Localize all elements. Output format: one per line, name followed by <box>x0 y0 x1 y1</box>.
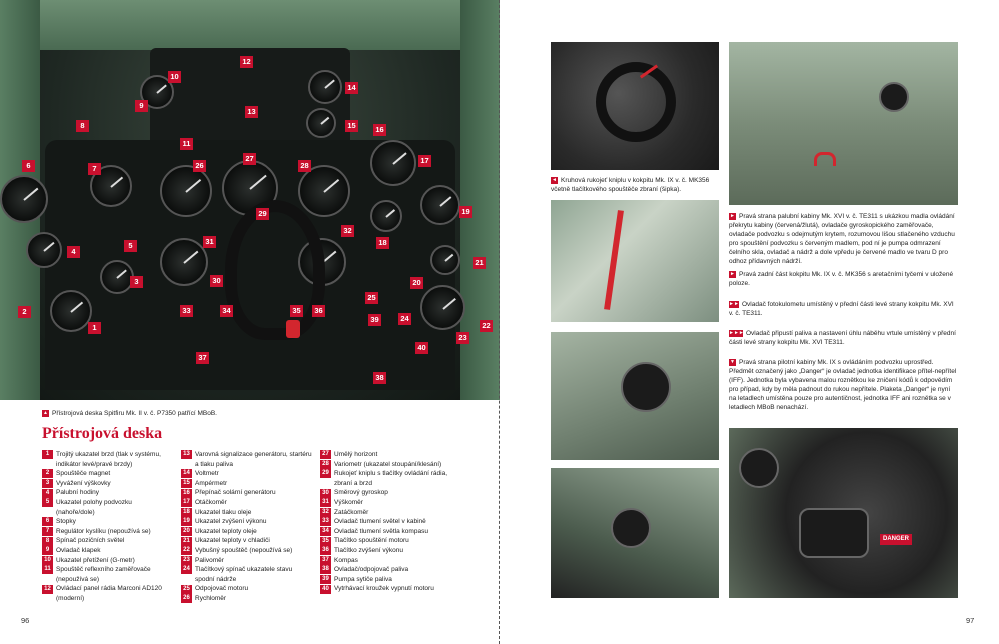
control-unit <box>621 362 671 412</box>
throttle-knob <box>611 508 651 548</box>
legend-text: Spouštěč reflexního zaměřovače (nepoužívá se) <box>56 566 151 583</box>
legend-number: 23 <box>181 556 192 565</box>
legend-item <box>320 508 460 518</box>
legend-number: 39 <box>320 575 331 584</box>
legend-item <box>320 469 460 488</box>
legend-item <box>181 517 313 527</box>
throttle-caption: ►►► Ovladač připustí paliva a nastavení úhlu náběhu vrtule umístěný v přední části levé strany kokpitu Mk. XVI TE311. <box>729 329 956 346</box>
caption-marker: ▼ <box>730 358 735 365</box>
gauge <box>0 175 48 223</box>
legend-text: Ampérmetr <box>195 479 228 487</box>
legend-text: Výškoměr <box>334 498 363 506</box>
legend-item <box>42 469 172 479</box>
legend-number: 3 <box>42 479 53 488</box>
legend-text: Regulátor kyslíku (nepoužívá se) <box>56 527 151 535</box>
legend-item <box>42 517 172 527</box>
main-photo-caption: ▲ Přístrojová deska Spitfiru Mk. II v. č. P7350 patřící MBoB. <box>43 409 217 417</box>
legend-number: 8 <box>42 537 53 546</box>
legend-column-1 <box>42 450 172 604</box>
marker-32: 32 <box>341 225 354 237</box>
marker-40: 40 <box>415 342 428 354</box>
camera-gun-control-photo <box>551 332 719 460</box>
legend-item <box>320 460 460 470</box>
marker-17: 17 <box>418 155 431 167</box>
red-knob <box>286 320 300 338</box>
throttle-quadrant-photo <box>551 468 719 598</box>
spade-grip-ring <box>596 62 676 142</box>
caption-marker: ► <box>730 212 735 219</box>
legend-number: 20 <box>181 527 192 536</box>
marker-14: 14 <box>345 82 358 94</box>
marker-15: 15 <box>345 120 358 132</box>
marker-8: 8 <box>76 120 89 132</box>
gauge <box>308 70 342 104</box>
legend-item <box>320 584 460 594</box>
legend-item <box>42 498 172 517</box>
marker-7: 7 <box>88 163 101 175</box>
legend-number: 4 <box>42 489 53 498</box>
legend-number: 31 <box>320 498 331 507</box>
marker-2: 2 <box>18 306 31 318</box>
spade-grip-caption: ◄ Kruhová rukojeť kniplu v kokpitu Mk. IX v. č. MK356 včetně tlačítkového spouštěče zbraní (šipka). <box>551 176 710 193</box>
legend-text: Ukazatel zvýšení výkonu <box>195 518 267 526</box>
legend-number: 15 <box>181 479 192 488</box>
marker-37: 37 <box>196 352 209 364</box>
legend-item <box>181 508 313 518</box>
page-gutter <box>499 0 500 644</box>
legend-number: 29 <box>320 469 331 478</box>
cockpit-instrument-panel-photo <box>0 0 500 400</box>
page-number-right: 97 <box>966 616 975 625</box>
legend-number: 26 <box>181 594 192 603</box>
legend-number: 5 <box>42 498 53 507</box>
marker-29: 29 <box>256 208 269 220</box>
legend-number: 6 <box>42 517 53 526</box>
marker-21: 21 <box>473 257 486 269</box>
iff-unit-photo <box>729 428 958 598</box>
legend-item <box>181 565 313 584</box>
legend-text: Ukazatel teploty oleje <box>195 527 257 535</box>
legend-item <box>181 594 313 604</box>
legend-text: Spínač pozičních světel <box>56 537 125 545</box>
legend-text: Otáčkoměr <box>195 498 227 506</box>
marker-19: 19 <box>459 206 472 218</box>
marker-28: 28 <box>298 160 311 172</box>
legend-text: Umělý horizont <box>334 451 378 458</box>
gauge <box>298 165 350 217</box>
legend-text: Palivoměr <box>195 556 224 564</box>
legend-column-3 <box>320 450 460 594</box>
legend-text: Vytrhávací kroužek vypnutí motoru <box>334 585 434 593</box>
caption-marker: ►►► <box>729 329 744 336</box>
legend-text: Ovladač tlumení světla kompasu <box>334 527 428 535</box>
legend-text: Ovladač klapek <box>56 546 101 554</box>
legend-number: 13 <box>181 450 192 459</box>
iff-box <box>799 508 869 558</box>
legend-item <box>320 517 460 527</box>
marker-30: 30 <box>210 275 223 287</box>
legend-text: Ukazatel teploty v chladiči <box>195 537 270 545</box>
legend-item <box>181 479 313 489</box>
legend-text: Ukazatel tlaku oleje <box>195 508 252 516</box>
rear-caption: ► Pravá zadní část kokpitu Mk. IX v. č. MK356 s aretačními tyčemi v uložené poloze. <box>729 270 954 287</box>
legend-item <box>42 479 172 489</box>
gauge <box>160 165 212 217</box>
legend-number: 1 <box>42 450 53 459</box>
legend-number: 33 <box>320 517 331 526</box>
gauge <box>420 185 460 225</box>
caption-marker: ◄ <box>552 176 557 183</box>
legend-number: 30 <box>320 489 331 498</box>
legend-text: Přepínač solární generátoru <box>195 489 276 497</box>
marker-31: 31 <box>203 236 216 248</box>
legend-number: 38 <box>320 565 331 574</box>
legend-text: Tlačítko spouštění motoru <box>334 537 409 545</box>
gauge <box>370 140 416 186</box>
right-cockpit-wall-photo <box>729 42 958 205</box>
legend-column-2 <box>181 450 313 604</box>
marker-25: 25 <box>365 292 378 304</box>
legend-number: 34 <box>320 527 331 536</box>
legend-text: Pumpa sytiče paliva <box>334 575 392 583</box>
marker-27: 27 <box>243 153 256 165</box>
marker-12: 12 <box>240 56 253 68</box>
legend-item <box>181 546 313 556</box>
marker-9: 9 <box>135 100 148 112</box>
red-strut <box>604 210 624 310</box>
gauge <box>160 238 208 286</box>
marker-38: 38 <box>373 372 386 384</box>
legend-text: Voltmetr <box>195 470 219 478</box>
marker-11: 11 <box>180 138 193 150</box>
legend-item <box>320 450 460 460</box>
legend-item <box>320 536 460 546</box>
camera-caption: ►► Ovladač fotokulometu umístěný v přední části levé strany kokpitu Mk. XVI v. č. TE311. <box>729 300 954 317</box>
gauge <box>739 448 779 488</box>
marker-13: 13 <box>245 106 258 118</box>
marker-20: 20 <box>410 277 423 289</box>
legend-item <box>42 536 172 546</box>
legend-item <box>42 450 172 469</box>
gauge <box>430 245 460 275</box>
legend-item <box>320 498 460 508</box>
marker-35: 35 <box>290 305 303 317</box>
legend-item <box>320 546 460 556</box>
gauge <box>306 108 336 138</box>
legend-text: Palubní hodiny <box>56 489 100 497</box>
legend-item <box>181 536 313 546</box>
legend-item <box>320 556 460 566</box>
marker-4: 4 <box>67 246 80 258</box>
legend-text: Vybušný spouštěč (nepoužívá se) <box>195 546 293 554</box>
marker-36: 36 <box>312 305 325 317</box>
legend-item <box>181 498 313 508</box>
legend-number: 9 <box>42 546 53 555</box>
marker-34: 34 <box>220 305 233 317</box>
legend-item <box>42 556 172 566</box>
danger-plate: DANGER <box>880 534 912 545</box>
d-handle <box>814 152 836 166</box>
legend-text: Ukazatel přetížení (G-metr) <box>56 556 135 564</box>
legend-item <box>42 546 172 556</box>
legend-item <box>181 488 313 498</box>
legend-item <box>181 527 313 537</box>
legend-item <box>42 584 172 603</box>
gauge <box>370 200 402 232</box>
canopy-frame <box>0 0 500 50</box>
legend-text: Vyvážení výškovky <box>56 479 111 487</box>
iff-caption: ▼ Pravá strana pilotní kabiny Mk. IX s ovládáním podvozku uprostřed. Předmět označený jako „Danger“ je ovladač jednotka identifikace přítel-nepřítel (IFF). Jednotka byla vybavena malou roznětkou ke zničení kódů k odpovědím pro případ, kdy by měla padnout do rukou nepřítele. Plaketa „Danger“ je nyní na letadlech umístěna pouze pro autentičnost, jednotka IFF ani roznětka se v letadlech MBoB nenachází. <box>729 358 957 411</box>
legend-item <box>320 488 460 498</box>
legend-number: 16 <box>181 489 192 498</box>
marker-16: 16 <box>373 124 386 136</box>
legend-number: 17 <box>181 498 192 507</box>
gauge <box>100 260 134 294</box>
legend-number: 2 <box>42 469 53 478</box>
legend-item <box>42 527 172 537</box>
section-heading: Přístrojová deska <box>42 425 163 442</box>
marker-33: 33 <box>180 305 193 317</box>
legend-item <box>42 565 172 584</box>
legend-text: Rychloměr <box>195 594 227 602</box>
legend-number: 11 <box>42 565 53 574</box>
gauge <box>26 232 62 268</box>
legend-item <box>181 450 313 469</box>
rear-cockpit-photo <box>551 200 719 322</box>
legend-item <box>320 565 460 575</box>
legend-text: Varovná signalizace generátoru, startéru a tlaku paliva <box>195 451 312 468</box>
legend-text: Ovladač tlumení světel v kabině <box>334 518 426 526</box>
legend-number: 36 <box>320 546 331 555</box>
legend-number: 32 <box>320 508 331 517</box>
legend-text: Kompas <box>334 556 358 564</box>
marker-3: 3 <box>130 276 143 288</box>
legend-number: 22 <box>181 546 192 555</box>
legend-text: Ukazatel polohy podvozku (nahoře/dole) <box>56 498 132 516</box>
marker-5: 5 <box>124 240 137 252</box>
marker-22: 22 <box>480 320 493 332</box>
marker-23: 23 <box>456 332 469 344</box>
spade-grip-photo <box>551 42 719 170</box>
marker-26: 26 <box>193 160 206 172</box>
caption-marker: ► <box>730 270 735 277</box>
legend-text: Ovládací panel rádia Marconi AD120 (moderní) <box>56 585 162 602</box>
legend-item <box>42 488 172 498</box>
marker-24: 24 <box>398 313 411 325</box>
legend-number: 40 <box>320 585 331 594</box>
legend-number: 21 <box>181 537 192 546</box>
caption-marker: ▲ <box>43 409 48 416</box>
gauge <box>50 290 92 332</box>
legend-number: 10 <box>42 556 53 565</box>
legend-text: Směrový gyroskop <box>334 489 388 497</box>
legend-number: 12 <box>42 585 53 594</box>
gauge <box>420 285 465 330</box>
legend-text: Rukojeť kniplu s tlačítky ovládání rádia, zbraní a brzd <box>334 470 447 487</box>
legend-text: Variometr (ukazatel stoupání/klesání) <box>334 460 442 468</box>
control-column-spade-grip <box>225 200 325 340</box>
legend-number: 35 <box>320 537 331 546</box>
marker-39: 39 <box>368 314 381 326</box>
legend-number: 27 <box>320 450 331 459</box>
legend-text: Tlačítko zvýšení výkonu <box>334 546 403 554</box>
legend-text: Stopky <box>56 518 76 526</box>
caption-marker: ►► <box>729 300 739 307</box>
legend-text: Spouštěče magnet <box>56 470 111 478</box>
legend-number: 18 <box>181 508 192 517</box>
legend-item <box>181 556 313 566</box>
marker-1: 1 <box>88 322 101 334</box>
control-knob <box>879 82 909 112</box>
legend-number: 37 <box>320 556 331 565</box>
right-wall-caption: ► Pravá strana palubní kabiny Mk. XVI v. č. TE311 s ukázkou madla ovládání překrytu kabiny (červená/žlutá), ovladače gyroskopického zaměřovače, ovladače podvozku s odejmutým krytem, rozumovou lišou stlačeného vzduchu pro spouštění podvozku s červeným madlem, pod ní je pumpa odmrazení čelního skla, ovladač a nádrž a dole vpředu je červené madlo ve tvaru D pro odhoz přídavných nádrží. <box>729 212 955 265</box>
legend-number: 24 <box>181 565 192 574</box>
legend-text: Ovladač/odpojovač paliva <box>334 566 409 574</box>
legend-text: Trojitý ukazatel brzd (tlak v systému, indikátor levé/pravé brzdy) <box>56 451 161 468</box>
legend-item <box>181 469 313 479</box>
legend-number: 25 <box>181 585 192 594</box>
legend-item <box>181 584 313 594</box>
legend-number: 28 <box>320 460 331 469</box>
marker-6: 6 <box>22 160 35 172</box>
legend-number: 14 <box>181 469 192 478</box>
legend-text: Tlačítkový spínač ukazatele stavu spodní nádrže <box>195 566 293 583</box>
legend-text: Zatáčkoměr <box>334 508 369 516</box>
legend-item <box>320 527 460 537</box>
legend-text: Odpojovač motoru <box>195 585 249 593</box>
legend-number: 19 <box>181 517 192 526</box>
page-number-left: 96 <box>21 616 30 625</box>
marker-10: 10 <box>168 71 181 83</box>
marker-18: 18 <box>376 237 389 249</box>
legend-item <box>320 575 460 585</box>
legend-number: 7 <box>42 527 53 536</box>
